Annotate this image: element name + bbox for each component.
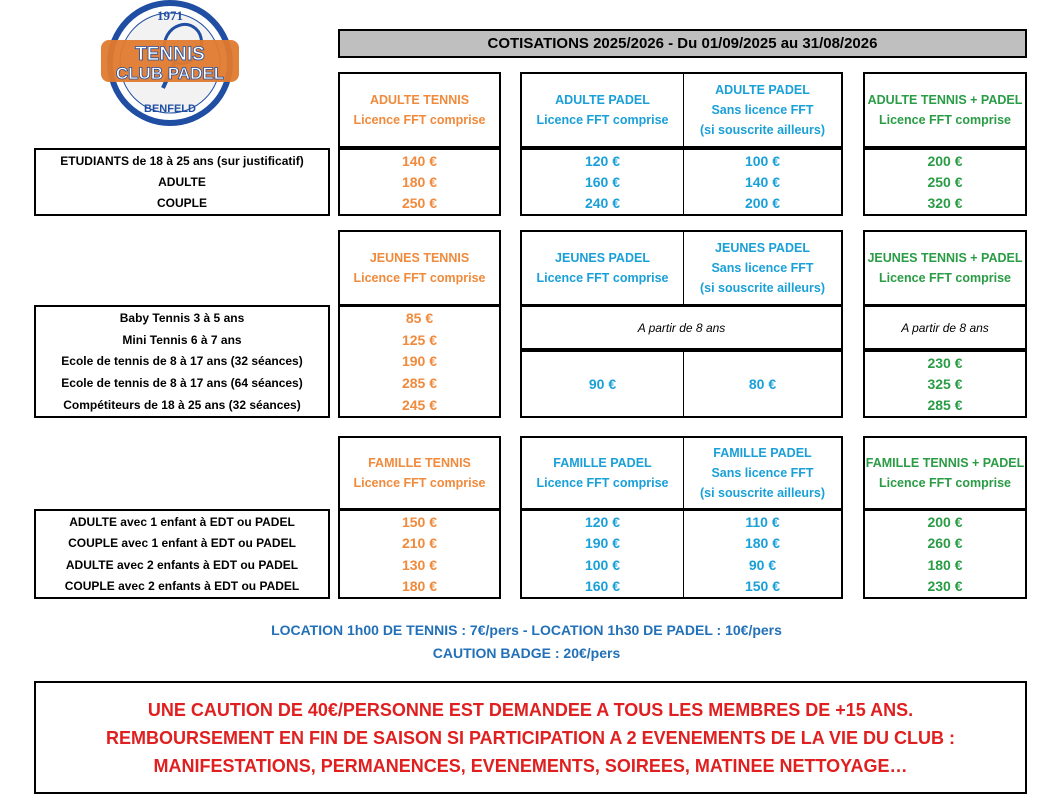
youth-combo-prices: 230 € 325 € 285 € [863, 350, 1027, 418]
list-item: ADULTE [158, 174, 206, 189]
page-title: COTISATIONS 2025/2026 - Du 01/09/2025 au 31/08/2026 [338, 29, 1027, 58]
youth-tennis-header: JEUNES TENNIS Licence FFT comprise [338, 230, 501, 306]
location-info: LOCATION 1h00 DE TENNIS : 7€/pers - LOCATION 1h30 DE PADEL : 10€/pers [271, 622, 782, 638]
adult-padel-prices: 120 € 160 € 240 € 100 € 140 € 200 € [520, 148, 843, 216]
list-item: COUPLE avec 1 enfant à EDT ou PADEL [68, 536, 296, 551]
family-padel-prices: 120 € 190 € 100 € 160 € 110 € 180 € 90 € 150 € [520, 509, 843, 599]
caution-notice: UNE CAUTION DE 40€/PERSONNE EST DEMANDEE A TOUS LES MEMBRES DE +15 ANS. REMBOURSEMENT EN FIN DE SAISON SI PARTICIPATION A 2 EVENEMENTS DE LA VIE DU CLUB : MANIFESTATIONS, PERMANENCES, EVENEMENTS, SOIREES, MATINEE NETTOYAGE… [34, 681, 1027, 794]
family-tennis-header: FAMILLE TENNIS Licence FFT comprise [338, 436, 501, 510]
family-labels [34, 509, 330, 599]
logo-line3: BENFELD [144, 103, 196, 115]
adult-tennis-header: ADULTE TENNIS Licence FFT comprise [338, 72, 501, 148]
logo-line2: CLUB PADEL [115, 64, 225, 83]
list-item: ADULTE avec 1 enfant à EDT ou PADEL [69, 514, 295, 529]
family-combo-prices: 200 € 260 € 180 € 230 € [863, 509, 1027, 599]
adult-labels [34, 148, 330, 216]
badge-deposit-info: CAUTION BADGE : 20€/pers [432, 645, 621, 661]
list-item: Compétiteurs de 18 à 25 ans (32 séances) [63, 398, 301, 413]
logo-year: 1971 [157, 8, 183, 23]
adult-combo-header: ADULTE TENNIS + PADEL Licence FFT comprise [863, 72, 1027, 148]
adult-combo-prices: 200 € 250 € 320 € [863, 148, 1027, 216]
list-item: ADULTE avec 2 enfants à EDT ou PADEL [65, 557, 299, 572]
youth-combo-header: JEUNES TENNIS + PADEL Licence FFT comprise [863, 230, 1027, 306]
adult-tennis-prices: 140 € 180 € 250 € [338, 148, 501, 216]
youth-combo-note: A partir de 8 ans [863, 305, 1027, 350]
youth-tennis-prices: 85 € 125 € 190 € 285 € 245 € [338, 305, 501, 418]
list-item: Baby Tennis 3 à 5 ans [119, 310, 245, 325]
list-item: COUPLE avec 2 enfants à EDT ou PADEL [64, 579, 300, 594]
logo-line1: TENNIS [135, 44, 205, 65]
club-logo [97, 0, 243, 126]
family-tennis-prices: 150 € 210 € 130 € 180 € [338, 509, 501, 599]
list-item: ETUDIANTS de 18 à 25 ans (sur justificatif) [60, 153, 304, 168]
youth-labels [34, 305, 330, 418]
adult-padel-header: ADULTE PADEL Licence FFT comprise ADULTE PADEL Sans licence FFT (si souscrite ailleurs) [520, 72, 843, 148]
list-item: COUPLE [156, 196, 207, 211]
family-padel-header: FAMILLE PADEL Licence FFT comprise FAMILLE PADEL Sans licence FFT (si souscrite ailleurs) [520, 436, 843, 510]
youth-padel-prices: 90 € 80 € [520, 350, 843, 418]
list-item: Ecole de tennis de 8 à 17 ans (64 séances) [61, 376, 303, 391]
youth-padel-note: A partir de 8 ans [520, 305, 843, 350]
list-item: Mini Tennis 6 à 7 ans [122, 332, 242, 347]
family-combo-header: FAMILLE TENNIS + PADEL Licence FFT comprise [863, 436, 1027, 510]
list-item: Ecole de tennis de 8 à 17 ans (32 séances) [61, 354, 303, 369]
youth-padel-header: JEUNES PADEL Licence FFT comprise JEUNES PADEL Sans licence FFT (si souscrite ailleurs) [520, 230, 843, 306]
